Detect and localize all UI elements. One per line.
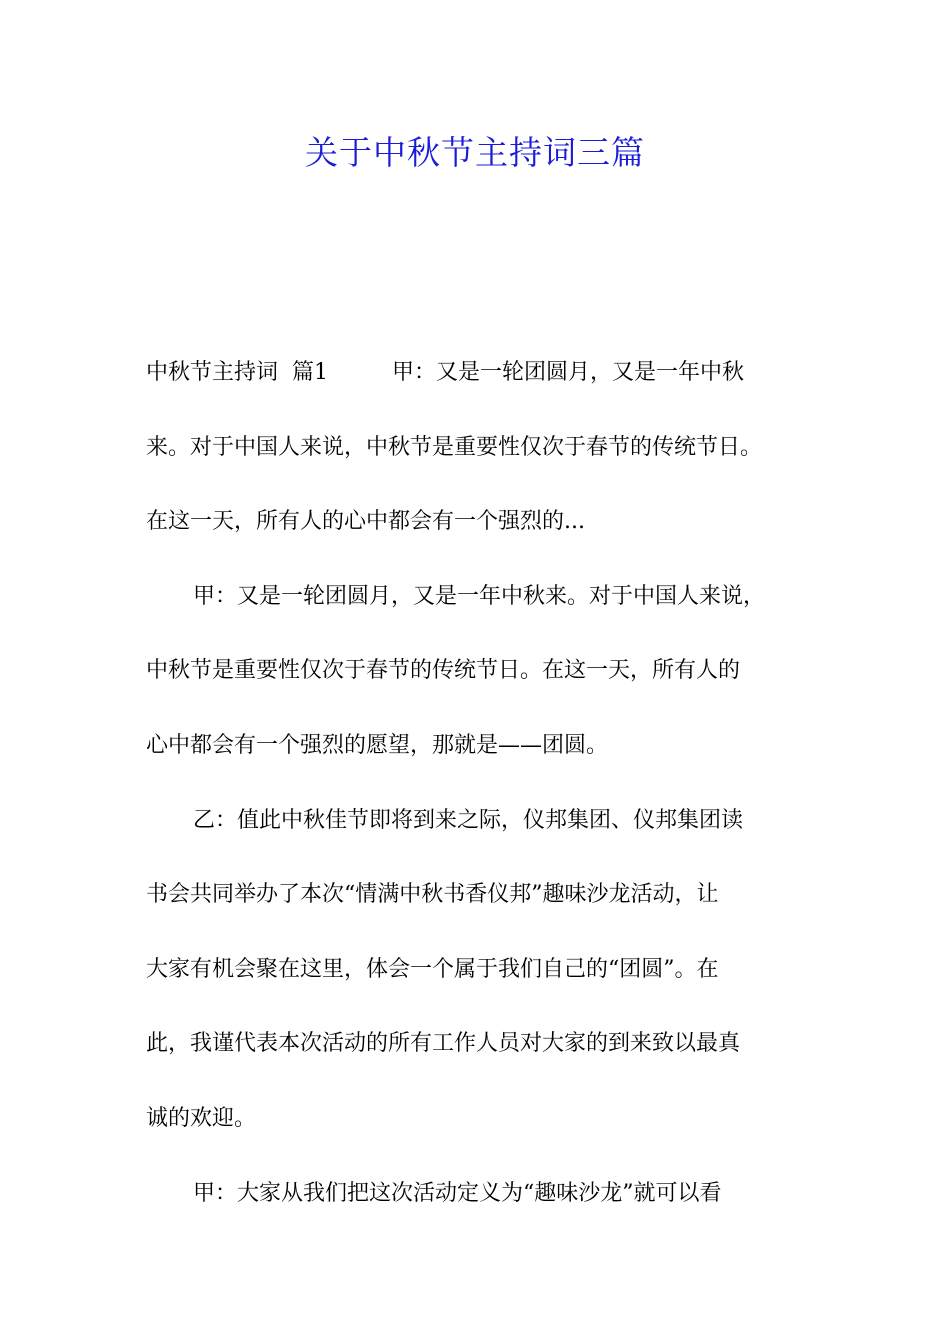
section-heading: 中秋节主持词 篇1 <box>146 360 328 385</box>
paragraph-line-11: 诚的欢迎。 <box>146 1105 257 1131</box>
paragraph-line-1 <box>146 336 810 411</box>
paragraph-line-6: 心中都会有一个强烈的愿望，那就是——团圆。 <box>146 732 609 758</box>
paragraph-line-3: 在这一天，所有人的心中都会有一个强烈的... <box>146 509 585 535</box>
paragraph-line-7: 乙：值此中秋佳节即将到来之际，仪邦集团、仪邦集团读 <box>193 807 744 833</box>
paragraph-line-8: 书会共同举办了本次“情满中秋书香仪邦”趣味沙龙活动，让 <box>146 882 719 908</box>
paragraph-line-4: 甲：又是一轮团圆月，又是一年中秋来。对于中国人来说， <box>193 583 766 609</box>
document-title: 关于中秋节主持词三篇 <box>305 133 645 172</box>
line-text: 甲：又是一轮团圆月，又是一年中秋 <box>391 360 744 385</box>
paragraph-line-5: 中秋节是重要性仅次于春节的传统节日。在这一天，所有人的 <box>146 658 741 684</box>
paragraph-line-9: 大家有机会聚在这里，体会一个属于我们自己的“团圆”。在 <box>146 956 719 982</box>
document-body <box>146 336 810 1231</box>
paragraph-line-10: 此，我谨代表本次活动的所有工作人员对大家的到来致以最真 <box>146 1031 741 1057</box>
paragraph-line-12: 甲：大家从我们把这次活动定义为“趣味沙龙”就可以看 <box>193 1180 722 1206</box>
paragraph-line-2: 来。对于中国人来说，中秋节是重要性仅次于春节的传统节日。 <box>146 434 763 460</box>
